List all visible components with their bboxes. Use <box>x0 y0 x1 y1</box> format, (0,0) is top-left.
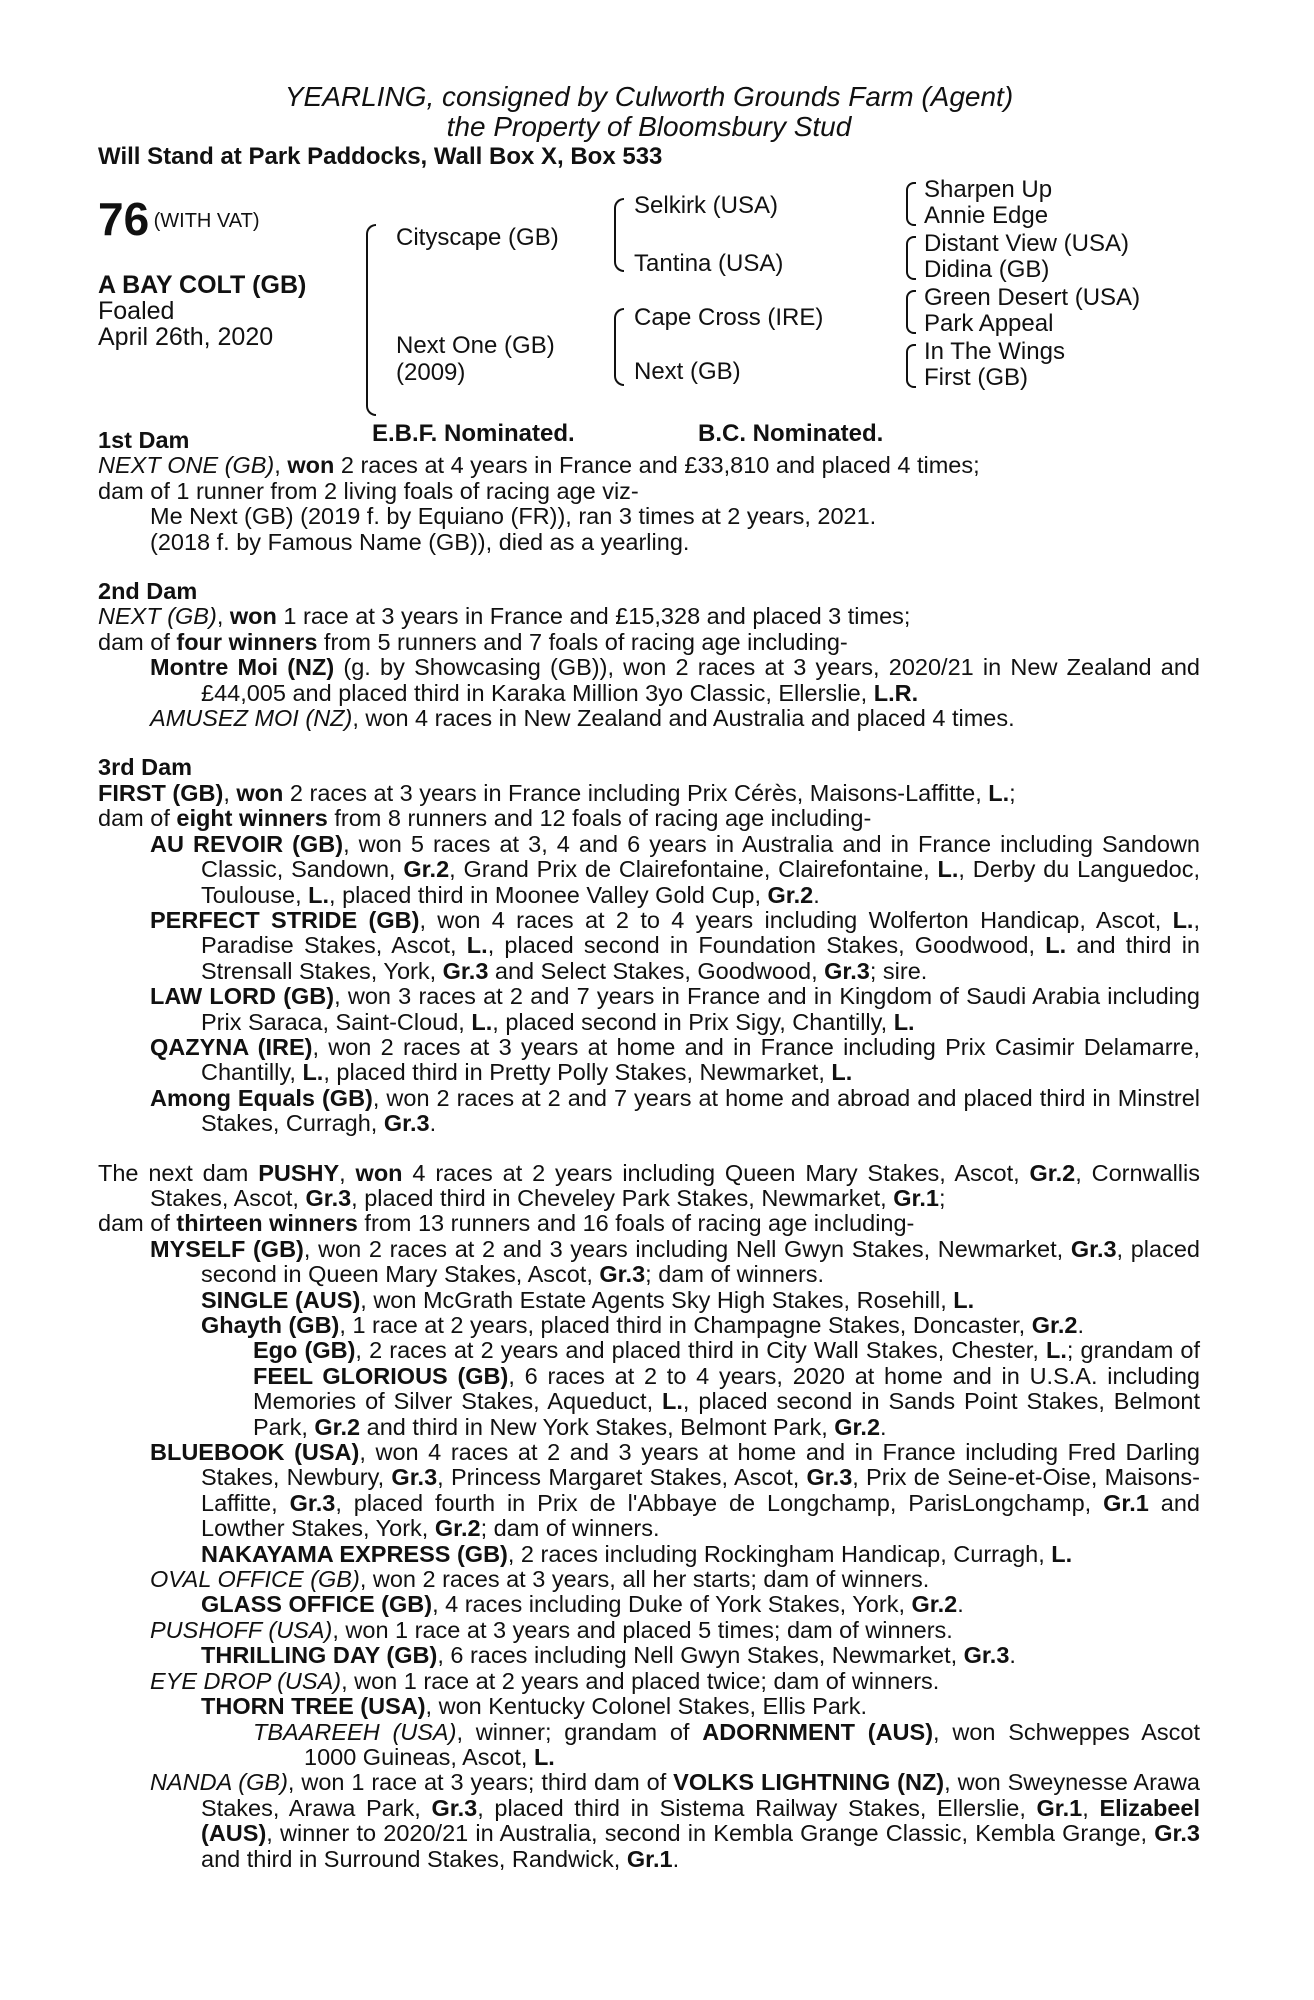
pedigree-dam-year: (2009) <box>396 359 466 386</box>
race-grade: Gr.2 <box>403 856 450 883</box>
text: , won 4 races at 2 to 4 years including Wolferton Handicap, Ascot, <box>419 906 1173 933</box>
race-grade: L.R. <box>873 679 919 706</box>
record-text: 2 races at 4 years in France and £33,810 and placed 4 times; <box>334 452 980 479</box>
horse-name: SINGLE (AUS) <box>201 1286 361 1313</box>
text: and Select Stakes, Goodwood, <box>488 957 825 984</box>
horse-name: NANDA (GB) <box>150 1769 288 1796</box>
produce-entry <box>98 1086 1200 1137</box>
race-grade: L. <box>831 1059 853 1086</box>
text: and third in Surround Stakes, Randwick, <box>201 1845 627 1872</box>
text: , winner; grandam of <box>456 1718 703 1745</box>
race-grade: L. <box>988 779 1010 806</box>
race-grade: Gr.1 <box>626 1845 673 1872</box>
race-grade: L. <box>1045 1337 1067 1364</box>
pedigree-ss: Selkirk (USA) <box>634 192 779 219</box>
race-grade: Gr.3 <box>806 1464 853 1491</box>
text: and Lowther Stakes, York, <box>201 1489 1200 1542</box>
race-grade: Gr.1 <box>893 1184 939 1211</box>
text: , 1 race at 2 years, placed third in Champagne Stakes, Doncaster, <box>339 1312 1032 1338</box>
consignor-line: YEARLING, consigned by Culworth Grounds Farm (Agent) <box>284 81 1014 112</box>
horse-name: AU REVOIR (GB) <box>150 830 344 857</box>
text: , 2 races at 2 years and placed third in City Wall Stakes, Chester, <box>355 1337 1046 1364</box>
produce-entry <box>98 1592 1200 1617</box>
text: , won 2 races at 3 years, all her starts; dam of winners. <box>359 1566 930 1593</box>
produce-entry <box>98 1694 1200 1719</box>
text: dam of <box>98 1210 177 1237</box>
third-dam-heading: 3rd Dam <box>98 754 193 781</box>
horse-name: EYE DROP (USA) <box>150 1667 342 1694</box>
race-grade: Gr.1 <box>1036 1794 1083 1821</box>
produce-entry <box>98 1035 1200 1086</box>
text: , 2 races including Rockingham Handicap, Curragh, <box>507 1540 1052 1567</box>
lot-number <box>98 192 260 246</box>
text: dam of <box>98 628 177 655</box>
produce-entry <box>98 1770 1200 1872</box>
text: , won 1 race at 3 years; third dam of <box>287 1769 674 1796</box>
second-dam-record: NEXT (GB), won 1 race at 3 years in France and £15,328 and placed 3 times; <box>98 603 911 630</box>
text: from 5 runners and 7 foals of racing age including- <box>317 628 848 655</box>
pedigree-dd: Next (GB) <box>634 358 741 385</box>
text: , won 2 races at 2 and 7 years at home and abroad and placed third in Minstrel Stakes, Curragh, <box>201 1084 1200 1137</box>
race-grade: Gr.3 <box>824 957 870 984</box>
text: , Paradise Stakes, Ascot, <box>201 906 1200 959</box>
text: The next dam <box>98 1159 259 1186</box>
produce-entry <box>98 1338 1200 1440</box>
race-grade: L. <box>937 856 959 883</box>
horse-name: VOLKS LIGHTNING (NZ) <box>673 1769 945 1796</box>
text: , placed third in Sistema Railway Stakes, Ellerslie, <box>477 1794 1037 1821</box>
race-grade: L. <box>308 881 330 908</box>
race-grade: Gr.3 <box>391 1464 438 1491</box>
won-label: won <box>287 452 335 479</box>
race-grade: Gr.2 <box>434 1515 481 1542</box>
pedigree-sire: Cityscape (GB) <box>396 224 559 251</box>
race-grade: Gr.2 <box>767 881 814 908</box>
dam-name: FIRST (GB) <box>98 779 224 806</box>
text: , won 1 race at 2 years and placed twice; dam of winners. <box>341 1667 940 1694</box>
text: , Derby du Languedoc, Toulouse, <box>201 856 1200 908</box>
horse-name: MYSELF (GB) <box>150 1235 304 1262</box>
race-grade: L. <box>662 1388 683 1415</box>
race-grade: Gr.2 <box>1031 1312 1078 1338</box>
text: , won 2 races at 2 and 3 years including Nell Gwyn Stakes, Newmarket, <box>303 1235 1071 1262</box>
second-dam-heading: 2nd Dam <box>98 578 198 605</box>
brace <box>614 308 624 386</box>
text: 2 races at 3 years in France including Prix Cérès, Maisons-Laffitte, <box>283 779 989 806</box>
horse-name: AMUSEZ MOI (NZ) <box>150 705 353 732</box>
horse-name: BLUEBOOK (USA) <box>150 1439 360 1466</box>
dam-name: NEXT ONE (GB) <box>98 452 275 479</box>
produce-entry <box>98 706 1200 731</box>
produce-entry <box>98 1440 1200 1542</box>
text: , won 1 race at 3 years and placed 5 times; dam of winners. <box>332 1616 953 1643</box>
text: , placed third in Moonee Valley Gold Cup, <box>329 881 768 908</box>
horse-name: THRILLING DAY (GB) <box>201 1642 438 1669</box>
text: , won Sweynesse Arawa Stakes, Arawa Park, <box>201 1769 1200 1821</box>
horse-name: Montre Moi (NZ) <box>150 654 335 681</box>
horse-name: QAZYNA (IRE) <box>150 1033 313 1060</box>
text: , 6 races including Nell Gwyn Stakes, Newmarket, <box>437 1642 964 1669</box>
catalogue-body <box>98 428 1200 1872</box>
produce-entry <box>98 908 1200 984</box>
dam-name: PUSHY <box>258 1159 340 1186</box>
pedigree-sdd: Didina (GB) <box>924 256 1050 283</box>
next-dam-record <box>98 1161 1200 1212</box>
text: , Princess Margaret Stakes, Ascot, <box>437 1464 807 1491</box>
race-grade: Gr.2 <box>1029 1159 1076 1186</box>
pedigree-sd: Tantina (USA) <box>634 250 784 277</box>
property-line: the Property of Bloomsbury Stud <box>446 111 852 142</box>
vat-label: (WITH VAT) <box>153 210 260 232</box>
race-grade: L. <box>953 1286 975 1313</box>
produce-summary <box>98 1211 1200 1236</box>
race-grade: L. <box>471 1008 493 1035</box>
brace <box>906 236 916 280</box>
produce-entry <box>98 832 1200 908</box>
race-grade: Gr.3 <box>1070 1235 1117 1262</box>
race-grade: Gr.3 <box>289 1489 336 1516</box>
text: ; grandam of <box>1066 1337 1200 1364</box>
race-grade: Gr.2 <box>314 1413 361 1440</box>
horse-name: ADORNMENT (AUS) <box>702 1718 934 1745</box>
text: , won 4 races at 2 and 3 years at home and in France including Fred Darling Stakes, Newbury, <box>201 1439 1200 1491</box>
produce-entry <box>98 1288 1200 1313</box>
text: . <box>957 1591 964 1618</box>
record-text: 1 race at 3 years in France and £15,328 and placed 3 times; <box>276 603 911 630</box>
horse-info <box>98 272 306 350</box>
text: , placed second in Foundation Stakes, Goodwood, <box>487 932 1046 959</box>
text: 4 races at 2 years including Queen Mary Stakes, Ascot, <box>402 1159 1030 1186</box>
text: , placed fourth in Prix de l'Abbaye de Longchamp, ParisLongchamp, <box>335 1489 1104 1516</box>
text: , placed second in Queen Mary Stakes, Ascot, <box>201 1235 1200 1288</box>
won-label: won <box>229 603 277 630</box>
text: ; <box>1009 779 1016 806</box>
pedigree-dss: Green Desert (USA) <box>924 284 1141 311</box>
pedigree-dsd: Park Appeal <box>924 310 1054 337</box>
horse-name: FEEL GLORIOUS (GB) <box>253 1362 509 1389</box>
horse-name: TBAAREEH (USA) <box>253 1718 457 1745</box>
horse-name: PUSHOFF (USA) <box>150 1616 333 1643</box>
won-label: won <box>355 1159 403 1186</box>
text: , won 2 races at 3 years at home and in France including Prix Casimir Delamarre, Chantilly, <box>201 1033 1200 1086</box>
first-dam-heading: 1st Dam <box>98 427 190 453</box>
pedigree-ddd: First (GB) <box>924 364 1028 391</box>
pedigree-ds: Cape Cross (IRE) <box>634 304 824 331</box>
brace <box>366 224 376 416</box>
produce-entry <box>98 655 1200 706</box>
horse-name: A BAY COLT (GB) <box>98 271 307 299</box>
text: , <box>339 1159 356 1186</box>
foaled-date: April 26th, 2020 <box>98 323 274 351</box>
foaled-label: Foaled <box>98 297 175 325</box>
brace <box>614 198 624 272</box>
winners-count: thirteen winners <box>176 1210 358 1237</box>
horse-name: Ghayth (GB) <box>201 1312 340 1338</box>
race-grade: Gr.3 <box>963 1642 1010 1669</box>
text: , Grand Prix de Clairefontaine, Clairefontaine, <box>449 856 938 883</box>
winners-count: eight winners <box>176 805 328 832</box>
race-grade: Gr.3 <box>442 957 489 984</box>
horse-name: PERFECT STRIDE (GB) <box>150 906 420 933</box>
produce-entry <box>98 1542 1200 1567</box>
horse-name: Elizabeel (AUS) <box>201 1794 1201 1847</box>
produce-entry <box>98 1720 1200 1771</box>
text: , Prix de Seine-et-Oise, Maisons-Laffitte, <box>201 1464 1200 1516</box>
produce-summary <box>98 806 1200 831</box>
text: . <box>880 1413 887 1440</box>
pedigree-ssd: Annie Edge <box>924 202 1049 229</box>
first-dam-record: NEXT ONE (GB), won 2 races at 4 years in France and £33,810 and placed 4 times; <box>98 452 980 479</box>
text: and third in Strensall Stakes, York, <box>201 932 1200 984</box>
brace <box>906 182 916 226</box>
text: , Cornwallis Stakes, Ascot, <box>150 1159 1201 1211</box>
catalogue-page <box>98 82 1200 1872</box>
text: and third in New York Stakes, Belmont Park, <box>360 1413 835 1440</box>
race-grade: L. <box>533 1743 555 1770</box>
produce-entry: (2018 f. by Famous Name (GB)), died as a yearling. <box>150 528 690 555</box>
horse-name: THORN TREE (USA) <box>201 1693 426 1720</box>
horse-name: OVAL OFFICE (GB) <box>150 1566 360 1593</box>
text: from 13 runners and 16 foals of racing age including- <box>357 1210 915 1237</box>
produce-entry <box>98 1669 1200 1694</box>
race-grade: Gr.2 <box>834 1413 881 1440</box>
text: , won 4 races in New Zealand and Australia and placed 4 times. <box>352 705 1015 732</box>
text: , <box>1082 1794 1100 1821</box>
text: from 8 runners and 12 foals of racing age including- <box>327 805 872 832</box>
text: , 4 races including Duke of York Stakes, York, <box>432 1591 912 1618</box>
text: , won Schweppes Ascot 1000 Guineas, Ascot, <box>304 1718 1201 1770</box>
race-grade: Gr.3 <box>305 1184 352 1211</box>
race-grade: Gr.2 <box>911 1591 958 1618</box>
text: . <box>1009 1642 1016 1669</box>
produce-summary <box>98 630 1200 655</box>
dam-name: NEXT (GB) <box>98 603 217 630</box>
race-grade: L. <box>1045 932 1067 959</box>
produce-entry <box>98 1618 1200 1643</box>
text: , won Kentucky Colonel Stakes, Ellis Park. <box>425 1693 868 1720</box>
text: , won 5 races at 3, 4 and 6 years in Australia and in France including Sandown Classic, Sandown, <box>201 830 1200 883</box>
race-grade: L. <box>302 1059 324 1086</box>
race-grade: Gr.3 <box>431 1794 478 1821</box>
produce-entry <box>98 1643 1200 1668</box>
text: (g. by Showcasing (GB)), won 2 races at 3 years, 2020/21 in New Zealand and £44,005 and placed third in Karaka Million 3yo Classic, Ellerslie, <box>201 654 1201 706</box>
produce-summary: dam of 1 runner from 2 living foals of racing age viz- <box>98 477 639 504</box>
race-grade: Gr.1 <box>1103 1489 1149 1516</box>
text: , winner to 2020/21 in Australia, second in Kembla Grange Classic, Kembla Grange, <box>266 1820 1155 1847</box>
text: . <box>672 1845 680 1872</box>
text: , placed third in Cheveley Park Stakes, Newmarket, <box>351 1184 894 1211</box>
text: , won McGrath Estate Agents Sky High Stakes, Rosehill, <box>360 1286 954 1313</box>
race-grade: Gr.3 <box>383 1110 430 1137</box>
text: , placed second in Sands Point Stakes, Belmont Park, <box>253 1388 1200 1440</box>
pedigree-sss: Sharpen Up <box>924 176 1053 203</box>
text: ; sire. <box>869 957 928 984</box>
lot-number-value: 76 <box>98 193 150 245</box>
race-grade: L. <box>1172 906 1194 933</box>
horse-name: Ego (GB) <box>253 1337 356 1364</box>
race-grade: L. <box>1051 1540 1073 1567</box>
text: ; dam of winners. <box>645 1261 825 1288</box>
race-grade: L. <box>893 1008 915 1035</box>
text: . <box>429 1110 437 1137</box>
race-grade: Gr.3 <box>1154 1820 1200 1847</box>
brace <box>906 344 916 388</box>
horse-name: Among Equals (GB) <box>150 1084 373 1111</box>
produce-entry: Me Next (GB) (2019 f. by Equiano (FR)), ran 3 times at 2 years, 2021. <box>150 503 877 530</box>
race-grade: L. <box>466 932 488 959</box>
produce-entry <box>98 1313 1200 1338</box>
produce-entry <box>98 984 1200 1035</box>
brace <box>906 290 916 334</box>
pedigree-dam: Next One (GB) <box>396 332 555 359</box>
text: , 6 races at 2 to 4 years, 2020 at home and in U.S.A. including Memories of Silver Stakes, Aqueduct, <box>253 1362 1200 1415</box>
text: , won 3 races at 2 and 7 years in France and in Kingdom of Saudi Arabia including Prix Saraca, Saint-Cloud, <box>201 983 1200 1035</box>
produce-entry <box>98 1567 1200 1592</box>
horse-name: LAW LORD (GB) <box>150 983 335 1010</box>
bc-nomination: B.C. Nominated. <box>698 420 884 447</box>
text: dam of <box>98 805 177 832</box>
pedigree-dds: In The Wings <box>924 338 1065 365</box>
text: , placed third in Pretty Polly Stakes, Newmarket, <box>323 1059 832 1086</box>
text: . <box>813 881 820 908</box>
stand-location: Will Stand at Park Paddocks, Wall Box X, Box 533 <box>98 143 663 170</box>
ebf-nomination: E.B.F. Nominated. <box>372 420 575 447</box>
produce-entry <box>98 1237 1200 1288</box>
text: ; <box>938 1184 946 1211</box>
horse-name: NAKAYAMA EXPRESS (GB) <box>201 1540 508 1567</box>
text: . <box>1077 1312 1084 1338</box>
winners-count: four winners <box>176 628 318 655</box>
race-grade: Gr.3 <box>599 1261 646 1288</box>
text: ; dam of winners. <box>480 1515 660 1542</box>
pedigree-sds: Distant View (USA) <box>924 230 1129 257</box>
text: , placed second in Prix Sigy, Chantilly, <box>492 1008 894 1035</box>
won-label: won <box>236 779 284 806</box>
horse-name: GLASS OFFICE (GB) <box>201 1591 433 1618</box>
third-dam-record: FIRST (GB), won 2 races at 3 years in France including Prix Cérès, Maisons-Laffitte, L.; <box>98 779 1016 806</box>
